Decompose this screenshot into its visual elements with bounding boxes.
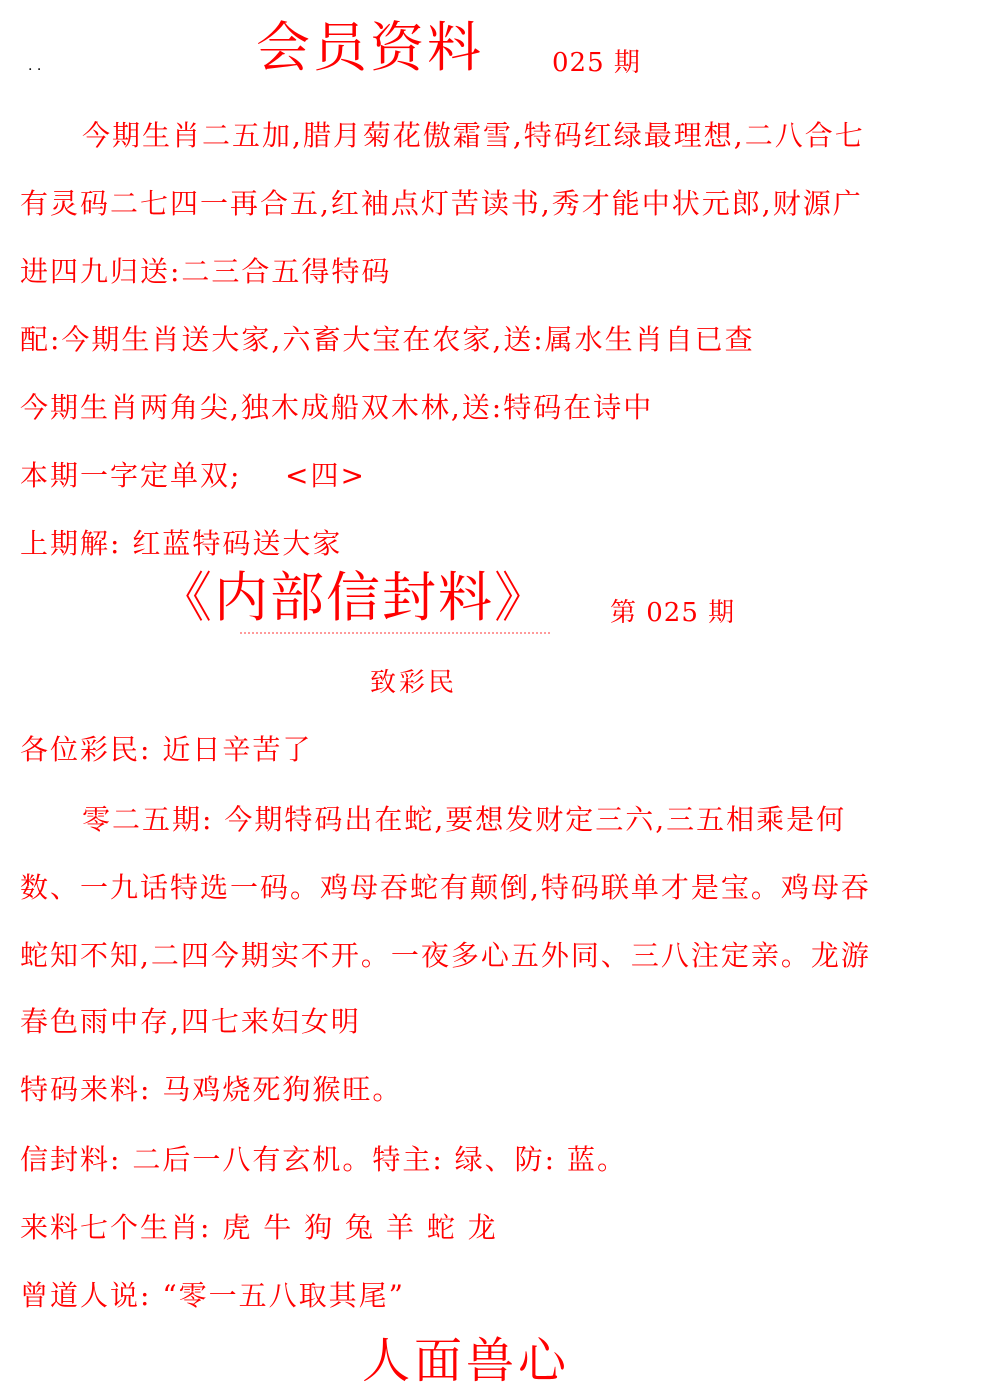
letter-line-3: 数、一九话特选一码。鸡母吞蛇有颠倒,特码联单才是宝。鸡母吞 [20,871,871,904]
member-line-4: 配:今期生肖送大家,六畜大宝在农家,送:属水生肖自已查 [20,323,755,356]
letter-line-2: 零二五期: 今期特码出在蛇,要想发财定三六,三五相乘是何 [82,803,847,836]
letter-line-4: 蛇知不知,二四今期实不开。一夜多心五外同、三八注定亲。龙游 [20,939,871,972]
member-line-3: 进四九归送:二三合五得特码 [20,255,392,288]
letter-line-8: 来料七个生肖: 虎 牛 狗 兔 羊 蛇 龙 [20,1211,498,1244]
stray-dots: . . [28,58,42,74]
member-line-1: 今期生肖二五加,腊月菊花傲霜雪,特码红绿最理想,二八合七 [82,119,865,152]
issue-number: 025 期 [552,48,641,78]
footer-title: 人面兽心 [362,1333,571,1389]
member-line-6: 本期一字定单双; <四> [20,459,366,492]
page-title: 会员资料 [256,16,484,79]
letter-line-1: 各位彩民: 近日辛苦了 [20,733,313,766]
member-line-5: 今期生肖两角尖,独木成船双木林,送:特码在诗中 [20,391,654,424]
letter-line-9: 曾道人说: “零一五八取其尾” [20,1279,405,1312]
faint-divider [240,632,550,638]
letter-greeting: 致彩民 [370,668,458,698]
letter-issue-number: 第 025 期 [610,598,736,628]
member-line-7: 上期解: 红蓝特码送大家 [20,527,343,560]
letter-line-6: 特码来料: 马鸡烧死狗猴旺。 [20,1073,403,1106]
member-line-2: 有灵码二七四一再合五,红袖点灯苦读书,秀才能中状元郎,财源广 [20,187,863,220]
letter-title: 《内部信封料》 [158,566,550,629]
letter-line-5: 春色雨中存,四七来妇女明 [20,1005,361,1038]
letter-line-7: 信封料: 二后一八有玄机。特主: 绿、防: 蓝。 [20,1143,628,1176]
